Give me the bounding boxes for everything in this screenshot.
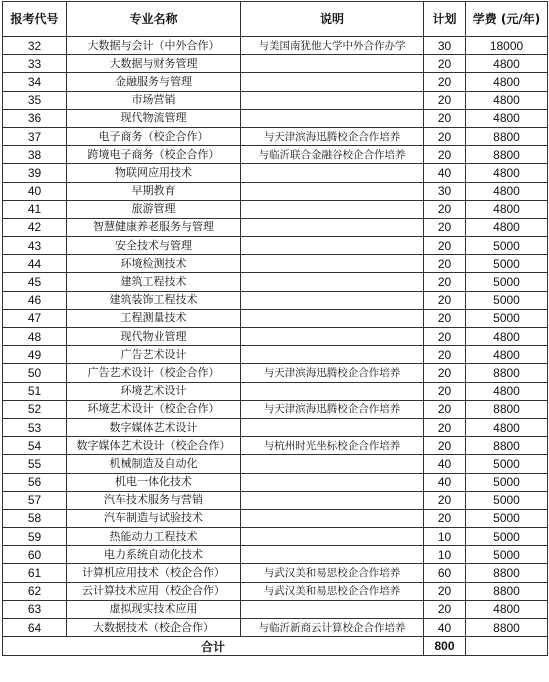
cell-tuition: 8800 — [466, 564, 548, 582]
cell-tuition: 4800 — [466, 600, 548, 618]
cell-major: 电力系统自动化技术 — [67, 546, 241, 564]
cell-major: 建筑装饰工程技术 — [67, 291, 241, 309]
cell-major: 大数据与会计（中外合作） — [67, 37, 241, 55]
table-row — [3, 418, 548, 436]
table-row — [3, 146, 548, 164]
table-row — [3, 328, 548, 346]
cell-tuition: 8800 — [466, 127, 548, 145]
cell-plan: 20 — [424, 273, 466, 291]
cell-code: 32 — [3, 37, 67, 55]
header-major: 专业名称 — [67, 2, 241, 37]
table-row — [3, 73, 548, 91]
cell-tuition: 8800 — [466, 400, 548, 418]
cell-tuition: 5000 — [466, 509, 548, 527]
cell-major: 数字媒体艺术设计 — [67, 418, 241, 436]
cell-major: 市场营销 — [67, 91, 241, 109]
cell-code: 57 — [3, 491, 67, 509]
table-row — [3, 491, 548, 509]
header-row — [3, 2, 548, 37]
total-plan: 800 — [424, 637, 466, 656]
cell-plan: 40 — [424, 164, 466, 182]
table-row — [3, 564, 548, 582]
cell-major: 环境艺术设计 — [67, 382, 241, 400]
cell-code: 52 — [3, 400, 67, 418]
cell-code: 61 — [3, 564, 67, 582]
cell-plan: 20 — [424, 146, 466, 164]
cell-plan: 20 — [424, 582, 466, 600]
cell-major: 现代物业管理 — [67, 328, 241, 346]
cell-code: 36 — [3, 109, 67, 127]
cell-note — [241, 237, 424, 255]
cell-note — [241, 418, 424, 436]
cell-plan: 20 — [424, 55, 466, 73]
table-row — [3, 237, 548, 255]
cell-note — [241, 218, 424, 236]
cell-note: 与天津滨海迅腾校企合作培养 — [241, 400, 424, 418]
table-row — [3, 528, 548, 546]
cell-major: 大数据与财务管理 — [67, 55, 241, 73]
cell-note: 与杭州时光坐标校企合作培养 — [241, 437, 424, 455]
cell-note: 与天津滨海迅腾校企合作培养 — [241, 364, 424, 382]
cell-plan: 20 — [424, 291, 466, 309]
cell-major: 机电一体化技术 — [67, 473, 241, 491]
cell-tuition: 5000 — [466, 291, 548, 309]
cell-major: 早期教育 — [67, 182, 241, 200]
cell-note — [241, 291, 424, 309]
cell-note — [241, 600, 424, 618]
cell-code: 48 — [3, 328, 67, 346]
table-row — [3, 255, 548, 273]
cell-plan: 40 — [424, 619, 466, 637]
cell-tuition: 8800 — [466, 582, 548, 600]
header-code: 报考代号 — [3, 2, 67, 37]
cell-note: 与临沂联合金融谷校企合作培养 — [241, 146, 424, 164]
table-row — [3, 509, 548, 527]
cell-major: 计算机应用技术（校企合作） — [67, 564, 241, 582]
cell-code: 43 — [3, 237, 67, 255]
cell-code: 56 — [3, 473, 67, 491]
cell-plan: 30 — [424, 182, 466, 200]
cell-plan: 20 — [424, 509, 466, 527]
table-row — [3, 309, 548, 327]
table-row — [3, 437, 548, 455]
cell-major: 环境艺术设计（校企合作） — [67, 400, 241, 418]
cell-plan: 10 — [424, 528, 466, 546]
cell-plan: 60 — [424, 564, 466, 582]
cell-plan: 10 — [424, 546, 466, 564]
cell-tuition: 4800 — [466, 418, 548, 436]
cell-note — [241, 346, 424, 364]
cell-tuition: 5000 — [466, 491, 548, 509]
table-row — [3, 346, 548, 364]
cell-plan: 20 — [424, 437, 466, 455]
table-row — [3, 127, 548, 145]
cell-plan: 20 — [424, 91, 466, 109]
cell-tuition: 8800 — [466, 619, 548, 637]
cell-note — [241, 55, 424, 73]
cell-note — [241, 455, 424, 473]
cell-note — [241, 328, 424, 346]
table-body — [3, 37, 548, 637]
cell-major: 机械制造及自动化 — [67, 455, 241, 473]
cell-note: 与天津滨海迅腾校企合作培养 — [241, 127, 424, 145]
cell-code: 47 — [3, 309, 67, 327]
cell-note — [241, 509, 424, 527]
cell-tuition: 5000 — [466, 473, 548, 491]
table-row — [3, 600, 548, 618]
cell-tuition: 8800 — [466, 146, 548, 164]
cell-code: 60 — [3, 546, 67, 564]
cell-tuition: 8800 — [466, 437, 548, 455]
cell-code: 46 — [3, 291, 67, 309]
cell-note — [241, 200, 424, 218]
cell-plan: 20 — [424, 200, 466, 218]
table-row — [3, 91, 548, 109]
table-header — [3, 2, 548, 37]
cell-plan: 20 — [424, 600, 466, 618]
table-row — [3, 473, 548, 491]
cell-note — [241, 491, 424, 509]
table-row — [3, 55, 548, 73]
cell-major: 物联网应用技术 — [67, 164, 241, 182]
cell-note — [241, 182, 424, 200]
cell-plan: 20 — [424, 418, 466, 436]
cell-note: 与美国南犹他大学中外合作办学 — [241, 37, 424, 55]
cell-code: 35 — [3, 91, 67, 109]
cell-note — [241, 73, 424, 91]
cell-major: 现代物流管理 — [67, 109, 241, 127]
cell-note — [241, 546, 424, 564]
cell-plan: 20 — [424, 400, 466, 418]
total-row — [3, 637, 548, 656]
cell-code: 39 — [3, 164, 67, 182]
cell-tuition: 4800 — [466, 182, 548, 200]
header-plan: 计划 — [424, 2, 466, 37]
cell-note — [241, 109, 424, 127]
table-row — [3, 400, 548, 418]
cell-major: 金融服务与管理 — [67, 73, 241, 91]
cell-major: 数字媒体艺术设计（校企合作） — [67, 437, 241, 455]
table-row — [3, 546, 548, 564]
cell-tuition: 4800 — [466, 73, 548, 91]
table-row — [3, 455, 548, 473]
cell-code: 42 — [3, 218, 67, 236]
cell-major: 广告艺术设计 — [67, 346, 241, 364]
cell-major: 环境检测技术 — [67, 255, 241, 273]
cell-note: 与武汉美和易思校企合作培养 — [241, 564, 424, 582]
cell-code: 41 — [3, 200, 67, 218]
cell-plan: 20 — [424, 309, 466, 327]
cell-tuition: 4800 — [466, 55, 548, 73]
table-row — [3, 37, 548, 55]
cell-plan: 20 — [424, 73, 466, 91]
table-footer — [3, 637, 548, 656]
cell-tuition: 4800 — [466, 346, 548, 364]
cell-tuition: 5000 — [466, 528, 548, 546]
cell-code: 54 — [3, 437, 67, 455]
table-row — [3, 109, 548, 127]
table-row — [3, 218, 548, 236]
cell-major: 安全技术与管理 — [67, 237, 241, 255]
cell-plan: 20 — [424, 127, 466, 145]
cell-note — [241, 164, 424, 182]
cell-note — [241, 273, 424, 291]
cell-plan: 30 — [424, 37, 466, 55]
cell-code: 37 — [3, 127, 67, 145]
cell-tuition: 4800 — [466, 382, 548, 400]
cell-tuition: 5000 — [466, 255, 548, 273]
table-row — [3, 200, 548, 218]
cell-code: 64 — [3, 619, 67, 637]
cell-plan: 20 — [424, 328, 466, 346]
table-row — [3, 291, 548, 309]
table-row — [3, 182, 548, 200]
cell-tuition: 4800 — [466, 91, 548, 109]
cell-major: 广告艺术设计（校企合作） — [67, 364, 241, 382]
cell-plan: 20 — [424, 255, 466, 273]
cell-tuition: 5000 — [466, 237, 548, 255]
cell-tuition: 4800 — [466, 200, 548, 218]
cell-code: 53 — [3, 418, 67, 436]
cell-code: 51 — [3, 382, 67, 400]
cell-major: 建筑工程技术 — [67, 273, 241, 291]
cell-tuition: 4800 — [466, 328, 548, 346]
cell-note: 与武汉美和易思校企合作培养 — [241, 582, 424, 600]
cell-plan: 20 — [424, 364, 466, 382]
cell-plan: 40 — [424, 455, 466, 473]
cell-code: 62 — [3, 582, 67, 600]
total-label: 合计 — [3, 637, 424, 656]
cell-note: 与临沂新商云计算校企合作培养 — [241, 619, 424, 637]
cell-plan: 20 — [424, 346, 466, 364]
cell-tuition: 4800 — [466, 164, 548, 182]
cell-major: 热能动力工程技术 — [67, 528, 241, 546]
cell-major: 跨境电子商务（校企合作） — [67, 146, 241, 164]
table-row — [3, 582, 548, 600]
cell-tuition: 5000 — [466, 309, 548, 327]
cell-plan: 20 — [424, 218, 466, 236]
cell-code: 34 — [3, 73, 67, 91]
cell-major: 工程测量技术 — [67, 309, 241, 327]
cell-note — [241, 91, 424, 109]
cell-code: 49 — [3, 346, 67, 364]
table-row — [3, 382, 548, 400]
cell-note — [241, 473, 424, 491]
cell-major: 汽车制造与试验技术 — [67, 509, 241, 527]
cell-code: 44 — [3, 255, 67, 273]
cell-tuition: 5000 — [466, 546, 548, 564]
table-row — [3, 273, 548, 291]
cell-major: 电子商务（校企合作） — [67, 127, 241, 145]
cell-plan: 20 — [424, 491, 466, 509]
cell-tuition: 5000 — [466, 273, 548, 291]
header-note: 说明 — [241, 2, 424, 37]
cell-plan: 40 — [424, 473, 466, 491]
header-tuition-label: 学费 (元/年) — [472, 11, 541, 26]
cell-tuition: 8800 — [466, 364, 548, 382]
cell-tuition: 18000 — [466, 37, 548, 55]
cell-major: 旅游管理 — [67, 200, 241, 218]
cell-code: 55 — [3, 455, 67, 473]
cell-code: 59 — [3, 528, 67, 546]
cell-note — [241, 528, 424, 546]
cell-code: 40 — [3, 182, 67, 200]
table-row — [3, 619, 548, 637]
cell-tuition: 4800 — [466, 218, 548, 236]
cell-code: 58 — [3, 509, 67, 527]
header-tuition — [466, 2, 548, 37]
cell-tuition: 4800 — [466, 109, 548, 127]
cell-code: 50 — [3, 364, 67, 382]
cell-code: 38 — [3, 146, 67, 164]
cell-major: 虚拟现实技术应用 — [67, 600, 241, 618]
cell-code: 33 — [3, 55, 67, 73]
cell-major: 汽车技术服务与营销 — [67, 491, 241, 509]
table-row — [3, 364, 548, 382]
cell-major: 云计算技术应用（校企合作） — [67, 582, 241, 600]
cell-note — [241, 382, 424, 400]
cell-tuition: 5000 — [466, 455, 548, 473]
cell-code: 63 — [3, 600, 67, 618]
cell-major: 大数据技术（校企合作） — [67, 619, 241, 637]
cell-plan: 20 — [424, 382, 466, 400]
total-tuition — [466, 637, 548, 656]
cell-note — [241, 309, 424, 327]
table-row — [3, 164, 548, 182]
cell-major: 智慧健康养老服务与管理 — [67, 218, 241, 236]
cell-note — [241, 255, 424, 273]
cell-plan: 20 — [424, 109, 466, 127]
admission-plan-table — [2, 1, 548, 656]
cell-plan: 20 — [424, 237, 466, 255]
cell-code: 45 — [3, 273, 67, 291]
